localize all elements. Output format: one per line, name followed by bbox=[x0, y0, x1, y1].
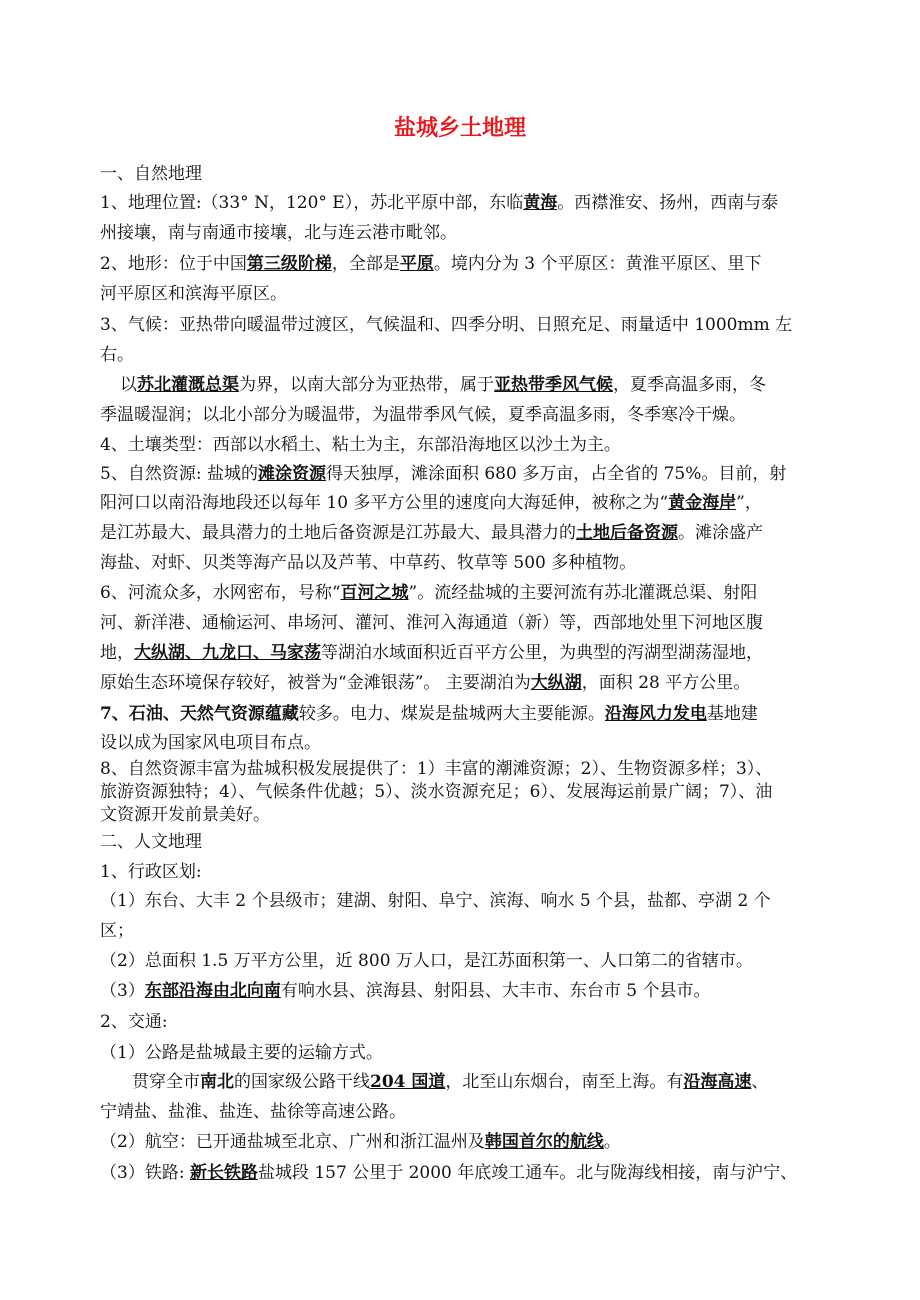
text-run: 阳河口以南沿海地段还以每年 10 多平方公里的速度向大海延伸，被称之为“ bbox=[100, 493, 669, 513]
section-heading: 一、自然地理 bbox=[100, 164, 202, 184]
keyword: 新长铁路 bbox=[189, 1163, 258, 1183]
text-run: 地， bbox=[100, 643, 134, 663]
text-run: ”， bbox=[736, 493, 762, 513]
paragraph-line: 区； bbox=[100, 921, 134, 941]
paragraph-line bbox=[132, 1068, 862, 1096]
keyword: 204 国道 bbox=[370, 1072, 446, 1092]
text-run: 盐城段 157 公里于 2000 年底竣工通车。北与陇海线相接，南与沪宁、 bbox=[257, 1163, 798, 1183]
text-run: 。西襟淮安、扬州，西南与泰 bbox=[557, 193, 779, 213]
text-run: 原始生态环境保存较好，被誉为“金滩银荡”。 主要湖泊为 bbox=[100, 673, 531, 693]
keyword: 大纵湖、九龙口、马家荡 bbox=[134, 643, 321, 663]
text-run: 贯穿全市 bbox=[132, 1072, 200, 1092]
text-run: （3）铁路: bbox=[100, 1163, 190, 1183]
keyword: 沿海风力发电 bbox=[604, 704, 707, 724]
paragraph-line: 8、自然资源丰富为盐城积极发展提供了：1）丰富的潮滩资源；2）、生物资源多样；3）、 bbox=[100, 759, 773, 779]
keyword: 东部沿海由北向南 bbox=[144, 981, 281, 1001]
paragraph-line: 3、气候：亚热带向暖温带过渡区，气候温和、四季分明、日照充足、雨量适中 1000mm 左 bbox=[100, 315, 793, 335]
text-run: ”。流经盐城的主要河流有苏北灌溉总渠、射阳 bbox=[408, 583, 758, 603]
paragraph-line: 河、新洋港、通榆运河、串场河、灌河、淮河入海通道（新）等，西部地处里下河地区腹 bbox=[100, 613, 763, 633]
paragraph-line bbox=[120, 371, 850, 399]
text-run: ，北至山东烟台，南至上海。有 bbox=[445, 1072, 684, 1092]
text-run: 有响水县、滨海县、射阳县、大丰市、东台市 5 个县市。 bbox=[280, 981, 711, 1001]
keyword: 大纵湖 bbox=[530, 673, 582, 693]
paragraph-line bbox=[100, 1128, 830, 1156]
paragraph-line: 季温暖湿润；以北小部分为暖温带，为温带季风气候，夏季高温多雨，冬季寒冷干燥。 bbox=[100, 405, 746, 425]
keyword: 沿海高速 bbox=[683, 1072, 752, 1092]
text-run: ，夏季高温多雨，冬 bbox=[613, 375, 766, 395]
text-run: 的国家级公路干线 bbox=[234, 1072, 370, 1092]
keyword: 滩涂资源 bbox=[257, 464, 326, 484]
paragraph-line: 宁靖盐、盐淮、盐连、盐徐等高速公路。 bbox=[100, 1102, 406, 1122]
paragraph-line bbox=[100, 700, 830, 728]
text-run: 。境内分为 3 个平原区：黄淮平原区、里下 bbox=[433, 254, 762, 274]
keyword: 黄海 bbox=[523, 193, 558, 213]
paragraph-line: 4、土壤类型：西部以水稻土、粘土为主，东部沿海地区以沙土为主。 bbox=[100, 435, 621, 455]
keyword: 百河之城 bbox=[340, 583, 409, 603]
text-run: 较多。电力、煤炭是盐城两大主要能源。 bbox=[298, 704, 605, 724]
paragraph-line bbox=[100, 977, 830, 1005]
keyword: 亚热带季风气候 bbox=[494, 375, 613, 395]
text-run: 得天独厚，滩涂面积 680 多万亩，占全省的 75%。目前，射 bbox=[325, 464, 787, 484]
paragraph-line: 海盐、对虾、贝类等海产品以及芦苇、中草药、牧草等 500 多种植物。 bbox=[100, 553, 637, 573]
keyword: 南北 bbox=[200, 1072, 234, 1092]
text-run: 等湖泊水域面积近百平方公里，为典型的泻湖型湖荡湿地， bbox=[321, 643, 763, 663]
paragraph-line bbox=[100, 639, 830, 667]
subsection-heading: 1、行政区划: bbox=[100, 862, 202, 882]
paragraph-line bbox=[100, 1159, 830, 1187]
section-heading: 二、人文地理 bbox=[100, 832, 202, 852]
text-run: ，全部是 bbox=[331, 254, 400, 274]
text-run: 2、地形：位于中国 bbox=[100, 254, 247, 274]
text-run: 1、地理位置:（33° N，120° E），苏北平原中部，东临 bbox=[100, 193, 524, 213]
paragraph-line bbox=[100, 519, 830, 547]
keyword: 第三级阶梯 bbox=[246, 254, 332, 274]
paragraph-line: 右。 bbox=[100, 345, 134, 365]
text-run: 。 bbox=[603, 1132, 621, 1152]
paragraph-line bbox=[100, 250, 830, 278]
keyword: 土地后备资源 bbox=[576, 523, 678, 543]
text-run: 、 bbox=[751, 1072, 769, 1092]
text-run: 基地建 bbox=[706, 704, 758, 724]
paragraph-line: 设以成为国家风电项目布点。 bbox=[100, 733, 321, 753]
paragraph-line bbox=[100, 489, 830, 517]
paragraph-line: 州接壤，南与南通市接壤，北与连云港市毗邻。 bbox=[100, 223, 457, 243]
keyword: 平原 bbox=[399, 254, 434, 274]
paragraph-line: （1）公路是盐城最主要的运输方式。 bbox=[100, 1043, 383, 1063]
paragraph-line: （2）总面积 1.5 万平方公里，近 800 万人口，是江苏面积第一、人口第二的省辖市。 bbox=[100, 951, 753, 971]
subsection-heading: 2、交通: bbox=[100, 1012, 168, 1032]
text-run: （2）航空：已开通盐城至北京、广州和浙江温州及 bbox=[100, 1132, 485, 1152]
paragraph-line: 文资源开发前景美好。 bbox=[100, 805, 270, 825]
document-title: 盐城乡土地理 bbox=[393, 116, 526, 141]
text-run: 为界，以南大部分为亚热带，属于 bbox=[239, 375, 494, 395]
paragraph-line bbox=[100, 460, 830, 488]
paragraph-line bbox=[100, 669, 830, 697]
text-run: 以 bbox=[120, 375, 137, 395]
keyword: 苏北灌溉总渠 bbox=[137, 375, 239, 395]
keyword: 7、石油、天然气资源蕴藏 bbox=[100, 704, 299, 724]
keyword: 韩国首尔的航线 bbox=[484, 1132, 604, 1152]
paragraph-line bbox=[100, 579, 830, 607]
text-run: 6、河流众多，水网密布，号称“ bbox=[100, 583, 341, 603]
text-run: （3） bbox=[100, 981, 145, 1001]
text-run: 是江苏最大、最具潜力的土地后备资源是江苏最大、最具潜力的 bbox=[100, 523, 576, 543]
text-run: 。滩涂盛产 bbox=[678, 523, 763, 543]
paragraph-line bbox=[100, 189, 830, 217]
text-run: ，面积 28 平方公里。 bbox=[581, 673, 751, 693]
paragraph-line: 旅游资源独特；4）、气候条件优越；5）、淡水资源充足；6）、发展海运前景广阔；7）、油 bbox=[100, 782, 773, 802]
paragraph-line: 河平原区和滨海平原区。 bbox=[100, 284, 287, 304]
paragraph-line: （1）东台、大丰 2 个县级市；建湖、射阳、阜宁、滨海、响水 5 个县，盐都、亭湖 2 个 bbox=[100, 891, 771, 911]
text-run: 5、自然资源: 盐城的 bbox=[100, 464, 258, 484]
keyword: 黄金海岸 bbox=[668, 493, 737, 513]
